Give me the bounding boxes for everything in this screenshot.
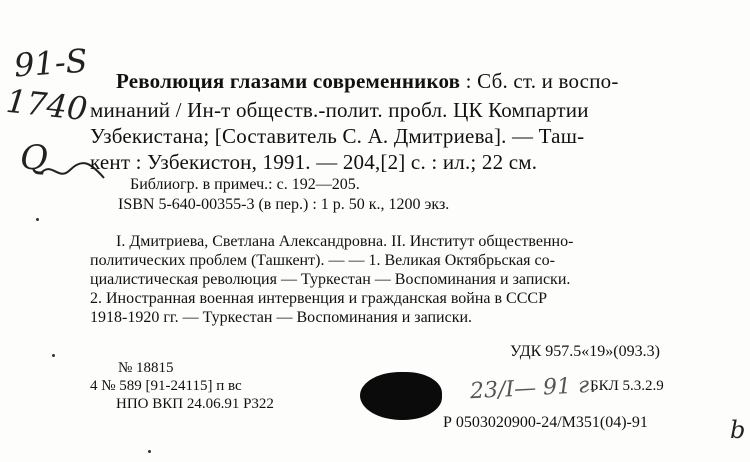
handwritten-code-mid: 1740 [4, 81, 90, 129]
handwritten-date: 23/I— 91 г. [469, 372, 597, 405]
entry-title: Революция глазами современников [116, 69, 461, 93]
stray-dot [148, 450, 151, 453]
entry-isbn: ISBN 5-640-00355-3 (в пер.) : 1 р. 50 к., 1200 экз. [118, 196, 450, 213]
subjects-line-2: политических проблем (Ташкент). — — 1. Великая Октябрьская со- [90, 252, 555, 269]
entry-line-1 [116, 69, 619, 94]
stray-dot [52, 354, 55, 357]
subjects-line-5: 1918-1920 гг. — Туркестан — Воспоминания и записки. [90, 309, 473, 326]
card-number: № 18815 [118, 360, 174, 376]
stray-dot [36, 218, 39, 221]
subjects-line-1: I. Дмитриева, Светлана Александровна. II. Институт общественно- [116, 233, 574, 250]
entry-line-3: Узбекистана; [Составитель С. А. Дмитриева]. — Таш- [90, 124, 585, 148]
ink-blot [360, 372, 442, 420]
print-order: 4 № 589 [91-24115] п вс [90, 378, 242, 394]
entry-title-rest: : Сб. ст. и воспо- [460, 69, 619, 93]
handwritten-mark-left: Q [20, 138, 48, 178]
entry-line-2: минаний / Ин-т обществ.-полит. пробл. ЦК Компартии [90, 98, 589, 122]
entry-biblio: Библиогр. в примеч.: с. 192—205. [130, 176, 360, 193]
bkl-code: БКЛ 5.3.2.9 [590, 378, 664, 394]
subjects-line-3: циалистическая революция — Туркестан — Воспоминания и записки. [90, 271, 571, 288]
npo-line: НПО ВКП 24.06.91 Р322 [116, 396, 274, 412]
handwritten-corner-mark: b [730, 416, 746, 444]
subjects-line-4: 2. Иностранная военная интервенция и гражданская война в СССР [90, 290, 547, 307]
udk-code: УДК 957.5«19»(093.3) [510, 343, 660, 360]
classification-code: Р 0503020900-24/М351(04)-91 [443, 414, 648, 431]
handwritten-code-top: 91-S [12, 41, 89, 85]
entry-line-4: кент : Узбекистон, 1991. — 204,[2] с. : ил.; 22 см. [90, 150, 538, 174]
